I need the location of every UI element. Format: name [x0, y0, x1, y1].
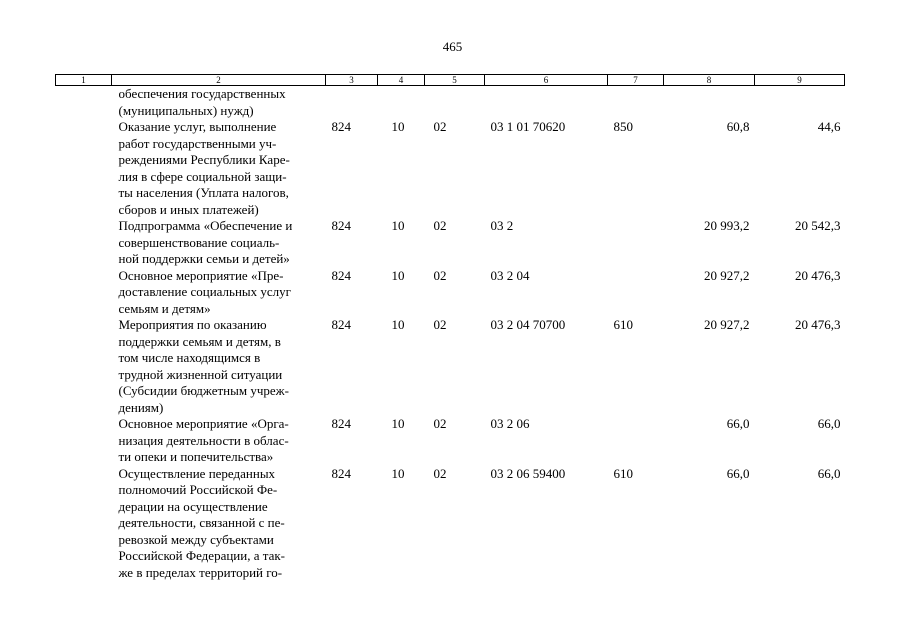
- target-article: 03 2 06 59400: [490, 465, 566, 481]
- table-row: [56, 466, 845, 582]
- section-code: 10: [391, 119, 405, 134]
- table-row: [56, 119, 845, 218]
- ministry-code: 824: [331, 119, 351, 134]
- expense-type: [608, 86, 664, 120]
- section-code: [378, 86, 425, 120]
- col-header-3: 3: [326, 75, 378, 86]
- amount-col-8: 20 993,2: [704, 218, 750, 233]
- table-row: [56, 268, 845, 318]
- ministry-code: 824: [331, 416, 351, 431]
- page-number: 465: [442, 39, 463, 54]
- item-name: Основное мероприятие «Орга- низация деятельности в облас- ти опеки и попечительства»: [118, 416, 289, 464]
- amount-col-9: 66,0: [817, 465, 841, 481]
- section-code: 10: [391, 218, 405, 233]
- amount-col-9: 66,0: [817, 416, 841, 431]
- target-article: 03 2 04 70700: [490, 317, 566, 332]
- item-name: обеспечения государственных (муниципальных) нужд): [118, 86, 286, 118]
- expense-type: 610: [613, 465, 633, 481]
- col-header-5: 5: [425, 75, 485, 86]
- amount-col-9: [755, 86, 845, 120]
- target-article: 03 2 04: [490, 267, 530, 283]
- subsection-code: 02: [433, 218, 447, 233]
- target-article: [485, 86, 608, 120]
- amount-col-8: 66,0: [726, 465, 750, 481]
- expense-type: 610: [613, 317, 633, 332]
- col-header-4: 4: [378, 75, 425, 86]
- col-header-1: 1: [56, 75, 112, 86]
- subsection-code: 02: [433, 416, 447, 431]
- amount-col-8: 20 927,2: [704, 317, 750, 332]
- col-header-9: 9: [755, 75, 845, 86]
- amount-col-9: 44,6: [817, 119, 841, 134]
- item-name: Оказание услуг, выполнение работ государственными уч- реждениями Республики Каре- лия в сфере социальной защи- ты населения (Уплата налогов, сборов и иных платежей): [118, 119, 290, 217]
- ministry-code: [326, 86, 378, 120]
- amount-col-9: 20 476,3: [795, 317, 841, 332]
- item-name: Подпрограмма «Обеспечение и совершенствование социаль- ной поддержки семьи и детей»: [118, 218, 293, 266]
- expense-type: [608, 218, 664, 268]
- subsection-code: 02: [433, 465, 447, 481]
- expense-type: [608, 268, 664, 318]
- target-article: 03 1 01 70620: [490, 119, 566, 134]
- table-row: [56, 86, 845, 120]
- col-header-7: 7: [608, 75, 664, 86]
- subsection-code: 02: [433, 267, 447, 283]
- subsection-code: 02: [433, 119, 447, 134]
- ministry-code: 824: [331, 317, 351, 332]
- section-code: 10: [391, 317, 405, 332]
- amount-col-8: 60,8: [726, 119, 750, 134]
- amount-col-9: 20 542,3: [795, 218, 841, 233]
- ministry-code: 824: [331, 218, 351, 233]
- expense-type: [608, 416, 664, 466]
- amount-col-8: 66,0: [726, 416, 750, 431]
- subsection-code: 02: [433, 317, 447, 332]
- ministry-code: 824: [331, 267, 351, 283]
- target-article: 03 2 06: [490, 416, 530, 431]
- col-header-8: 8: [664, 75, 755, 86]
- section-code: 10: [391, 416, 405, 431]
- section-code: 10: [391, 465, 405, 481]
- section-code: 10: [391, 267, 405, 283]
- table-row: [56, 317, 845, 416]
- column-number-header: [56, 75, 845, 86]
- target-article: 03 2: [490, 218, 514, 233]
- amount-col-8: [664, 86, 755, 120]
- col-header-6: 6: [485, 75, 608, 86]
- col-header-2: 2: [112, 75, 326, 86]
- item-name: Мероприятия по оказанию поддержки семьям и детям, в том числе находящимся в трудной жизненной ситуации (Субсидии бюджетным учреж- дениям): [118, 317, 289, 415]
- item-name: Основное мероприятие «Пре- доставление социальных услуг семьям и детям»: [118, 267, 291, 316]
- amount-col-8: 20 927,2: [704, 267, 750, 283]
- budget-table: [55, 74, 845, 581]
- ministry-code: 824: [331, 465, 351, 481]
- table-row: [56, 416, 845, 466]
- item-name: Осуществление переданных полномочий Российской Фе- дерации на осуществление деятельности, связанной с пе- ревозкой между субъектами Российской Федерации, а так- же в пределах территорий го-: [118, 465, 285, 580]
- amount-col-9: 20 476,3: [795, 267, 841, 283]
- subsection-code: [425, 86, 485, 120]
- table-row: [56, 218, 845, 268]
- expense-type: 850: [613, 119, 633, 134]
